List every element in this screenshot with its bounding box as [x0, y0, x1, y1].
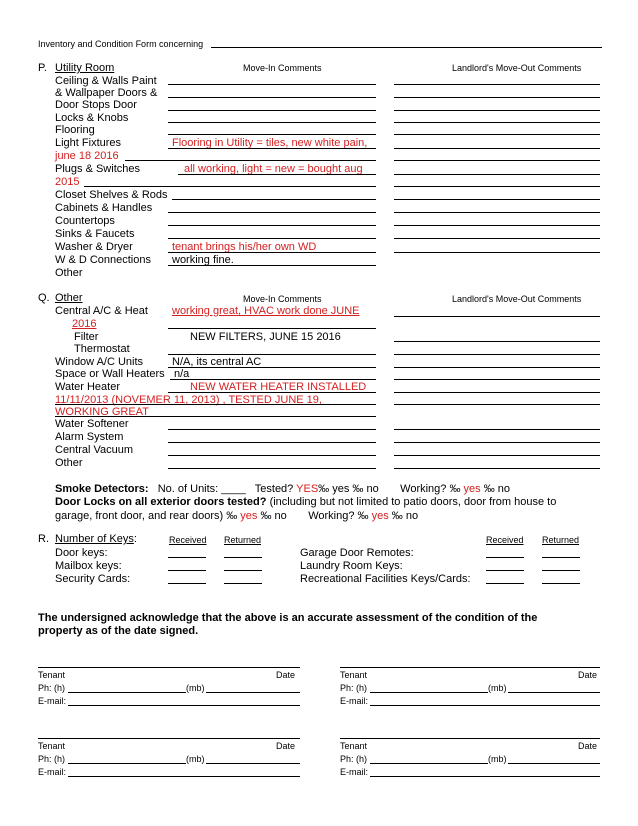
email-line[interactable]: [370, 776, 600, 777]
movein-line[interactable]: [168, 367, 376, 368]
received-header: Received: [486, 535, 524, 545]
moveout-line[interactable]: [394, 199, 600, 200]
movein-line[interactable]: [55, 404, 376, 405]
row-label: & Wallpaper Doors &: [55, 87, 158, 99]
phone-mobile-label: (mb): [186, 754, 205, 764]
movein-comment[interactable]: n/a: [174, 368, 190, 380]
movein-line[interactable]: [168, 455, 376, 456]
returned-line[interactable]: [224, 557, 262, 558]
movein-comment-cont: june 18 2016: [55, 150, 119, 162]
checkbox-icon[interactable]: ‰: [391, 510, 403, 522]
form-title: Inventory and Condition Form concerning: [38, 39, 204, 49]
phone-home-label: Ph: (h): [340, 683, 368, 693]
moveout-line[interactable]: [394, 442, 600, 443]
row-label: Sinks & Faucets: [55, 228, 135, 240]
moveout-line[interactable]: [394, 354, 600, 355]
signature-line[interactable]: [38, 667, 300, 668]
door-working-yes: yes: [371, 510, 389, 522]
movein-comment-cont: WORKING GREAT: [55, 406, 149, 418]
door-working-no: no: [405, 510, 419, 522]
row-label: Light Fixtures: [55, 137, 122, 149]
phone-home-line[interactable]: [370, 763, 488, 764]
phone-home-line[interactable]: [68, 692, 186, 693]
moveout-line[interactable]: [394, 455, 600, 456]
received-line[interactable]: [486, 570, 524, 571]
section-p-title: Utility Room: [55, 62, 115, 74]
movein-line[interactable]: [55, 416, 376, 417]
movein-comment-cont: 11/11/2013 (NOVEMER 11, 2013) , TESTED JUNE 19,: [55, 394, 322, 406]
phone-mobile-label: (mb): [488, 754, 507, 764]
date-label: Date: [578, 670, 598, 680]
movein-line[interactable]: [168, 134, 376, 135]
moveout-line[interactable]: [394, 97, 600, 98]
acknowledgement-line2: property as of the date signed.: [38, 625, 199, 637]
received-line[interactable]: [168, 583, 206, 584]
smoke-units[interactable]: No. of Units: ____: [157, 483, 246, 495]
movein-comment-cont: 2016: [72, 318, 97, 330]
row-label: Plugs & Switches: [55, 163, 140, 175]
section-q-letter: Q.: [38, 292, 50, 304]
door-working-label: Working?: [308, 510, 355, 522]
movein-comment[interactable]: all working, light = new = bought aug: [184, 163, 363, 175]
moveout-line[interactable]: [394, 84, 600, 85]
movein-line[interactable]: [168, 429, 376, 430]
movein-line[interactable]: [125, 160, 376, 161]
row-label: Ceiling & Walls Paint: [55, 75, 157, 87]
section-q-movein-label: Move-In Comments: [243, 294, 322, 304]
key-item-label: Mailbox keys:: [55, 560, 122, 572]
moveout-line[interactable]: [394, 341, 600, 342]
section-r-letter: R.: [38, 533, 49, 545]
section-p-movein-label: Move-In Comments: [243, 63, 322, 73]
section-r-colon: :: [133, 533, 137, 545]
row-label: Filter: [74, 331, 99, 343]
tenant-label: Tenant: [340, 741, 368, 751]
moveout-line[interactable]: [394, 148, 600, 149]
movein-line[interactable]: [168, 265, 376, 266]
row-label: Window A/C Units: [55, 356, 144, 368]
tenant-label: Tenant: [38, 741, 66, 751]
phone-mobile-label: (mb): [186, 683, 205, 693]
movein-comment[interactable]: working great, HVAC work done JUNE: [172, 305, 360, 317]
phone-home-label: Ph: (h): [38, 754, 66, 764]
row-label: Alarm System: [55, 431, 124, 443]
phone-mobile-line[interactable]: [508, 692, 600, 693]
movein-line[interactable]: [170, 379, 376, 380]
key-item-label: Laundry Room Keys:: [300, 560, 403, 572]
section-r-title: Number of Keys: [55, 533, 134, 545]
moveout-line[interactable]: [394, 134, 600, 135]
key-item-label: Door keys:: [55, 547, 108, 559]
movein-line[interactable]: [168, 354, 376, 355]
phone-home-label: Ph: (h): [38, 683, 66, 693]
phone-mobile-line[interactable]: [206, 763, 300, 764]
movein-line[interactable]: [178, 174, 376, 175]
phone-home-line[interactable]: [370, 692, 488, 693]
key-item-label: Recreational Facilities Keys/Cards:: [300, 573, 471, 585]
movein-comment[interactable]: working fine.: [172, 254, 234, 266]
moveout-line[interactable]: [394, 316, 600, 317]
signature-line[interactable]: [38, 738, 300, 739]
movein-line[interactable]: [168, 238, 376, 239]
moveout-line[interactable]: [394, 212, 600, 213]
phone-mobile-line[interactable]: [206, 692, 300, 693]
row-label: Locks & Knobs: [55, 112, 129, 124]
returned-header: Returned: [224, 535, 262, 545]
smoke-working-no: no: [497, 483, 511, 495]
property-address-line[interactable]: [211, 47, 602, 48]
moveout-line[interactable]: [394, 468, 600, 469]
moveout-line[interactable]: [394, 404, 600, 405]
smoke-tested-label: Tested?: [254, 483, 294, 495]
received-header: Received: [169, 535, 207, 545]
date-label: Date: [578, 741, 598, 751]
movein-comment[interactable]: NEW WATER HEATER INSTALLED: [190, 381, 367, 393]
row-label: Water Softener: [55, 418, 129, 430]
row-label: Washer & Dryer: [55, 241, 133, 253]
moveout-line[interactable]: [394, 392, 600, 393]
movein-line[interactable]: [168, 110, 376, 111]
movein-line[interactable]: [84, 186, 376, 187]
row-label: Door Stops Door: [55, 99, 137, 111]
movein-comment[interactable]: Flooring in Utility = tiles, new white pain,: [172, 137, 368, 149]
moveout-line[interactable]: [394, 122, 600, 123]
phone-mobile-label: (mb): [488, 683, 507, 693]
returned-line[interactable]: [542, 583, 580, 584]
movein-line[interactable]: [168, 252, 376, 253]
movein-line[interactable]: [168, 328, 376, 329]
movein-line[interactable]: [168, 84, 376, 85]
movein-comment[interactable]: tenant brings his/her own WD: [172, 241, 317, 253]
section-p-letter: P.: [38, 62, 47, 74]
key-item-label: Security Cards:: [55, 573, 131, 585]
movein-comment[interactable]: N/A, its central AC: [172, 356, 262, 368]
checkbox-icon[interactable]: ‰: [318, 483, 330, 495]
checkbox-icon[interactable]: ‰: [226, 510, 238, 522]
phone-home-line[interactable]: [68, 763, 186, 764]
phone-home-label: Ph: (h): [340, 754, 368, 764]
received-line[interactable]: [486, 583, 524, 584]
checkbox-icon[interactable]: ‰: [357, 510, 369, 522]
smoke-working-label: Working?: [400, 483, 447, 495]
tenant-label: Tenant: [38, 670, 66, 680]
movein-line[interactable]: [168, 148, 376, 149]
phone-mobile-line[interactable]: [508, 763, 600, 764]
section-q-title: Other: [55, 292, 83, 304]
movein-line[interactable]: [168, 442, 376, 443]
row-label: Central A/C & Heat: [55, 305, 148, 317]
row-label: Space or Wall Heaters: [55, 368, 165, 380]
checkbox-icon[interactable]: ‰: [483, 483, 495, 495]
email-line[interactable]: [68, 776, 300, 777]
movein-line[interactable]: [168, 97, 376, 98]
row-label: Other: [55, 267, 83, 279]
row-label: Flooring: [55, 124, 95, 136]
door-locks-label: Door Locks on all exterior doors tested?: [55, 496, 267, 508]
moveout-line[interactable]: [394, 252, 600, 253]
returned-line[interactable]: [224, 583, 262, 584]
email-line[interactable]: [370, 705, 600, 706]
date-label: Date: [276, 670, 296, 680]
checkbox-icon[interactable]: ‰: [260, 510, 272, 522]
moveout-line[interactable]: [394, 174, 600, 175]
row-label: Water Heater: [55, 381, 121, 393]
door-locks-text: (including but not limited to patio doors, door from house to: [269, 496, 557, 508]
received-line[interactable]: [168, 557, 206, 558]
acknowledgement-line1: The undersigned acknowledge that the above is an accurate assessment of the condition of the: [38, 612, 538, 624]
moveout-line[interactable]: [394, 110, 600, 111]
movein-comment[interactable]: NEW FILTERS, JUNE 15 2016: [190, 331, 341, 343]
smoke-tested-yes-mark: YES: [296, 483, 319, 495]
row-label: W & D Connections: [55, 254, 151, 266]
door-tested-yes: yes: [240, 510, 258, 522]
returned-line[interactable]: [542, 557, 580, 558]
row-label: Thermostat: [74, 343, 130, 355]
movein-line[interactable]: [168, 122, 376, 123]
moveout-line[interactable]: [394, 367, 600, 368]
email-label: E-mail:: [38, 696, 67, 706]
section-q-moveout-label: Landlord's Move-Out Comments: [452, 294, 582, 304]
smoke-working-yes: yes: [463, 483, 481, 495]
date-label: Date: [276, 741, 296, 751]
movein-line[interactable]: [172, 199, 376, 200]
moveout-line[interactable]: [394, 186, 600, 187]
email-label: E-mail:: [340, 767, 369, 777]
email-line[interactable]: [68, 705, 300, 706]
received-line[interactable]: [486, 557, 524, 558]
movein-line[interactable]: [168, 468, 376, 469]
smoke-tested-no: no: [366, 483, 379, 495]
movein-comment-cont: 2015: [55, 176, 80, 188]
row-label: Closet Shelves & Rods: [55, 189, 168, 201]
signature-line[interactable]: [340, 667, 600, 668]
movein-line[interactable]: [168, 212, 376, 213]
email-label: E-mail:: [38, 767, 67, 777]
section-p-moveout-label: Landlord's Move-Out Comments: [452, 63, 582, 73]
movein-line[interactable]: [168, 392, 376, 393]
signature-line[interactable]: [340, 738, 600, 739]
moveout-line[interactable]: [394, 160, 600, 161]
returned-line[interactable]: [542, 570, 580, 571]
checkbox-icon[interactable]: ‰: [352, 483, 364, 495]
smoke-tested-yes: yes: [332, 483, 350, 495]
movein-line[interactable]: [168, 225, 376, 226]
row-label: Other: [55, 457, 83, 469]
received-line[interactable]: [168, 570, 206, 571]
moveout-line[interactable]: [394, 429, 600, 430]
door-locks-text2: garage, front door, and rear doors): [55, 510, 224, 522]
tenant-label: Tenant: [340, 670, 368, 680]
moveout-line[interactable]: [394, 238, 600, 239]
key-item-label: Garage Door Remotes:: [300, 547, 414, 559]
row-label: Cabinets & Handles: [55, 202, 153, 214]
email-label: E-mail:: [340, 696, 369, 706]
moveout-line[interactable]: [394, 225, 600, 226]
smoke-detectors-label: Smoke Detectors:: [55, 483, 149, 495]
door-tested-no: no: [274, 510, 287, 522]
moveout-line[interactable]: [394, 379, 600, 380]
returned-line[interactable]: [224, 570, 262, 571]
checkbox-icon[interactable]: ‰: [449, 483, 461, 495]
returned-header: Returned: [542, 535, 580, 545]
row-label: Countertops: [55, 215, 115, 227]
row-label: Central Vacuum: [55, 444, 134, 456]
